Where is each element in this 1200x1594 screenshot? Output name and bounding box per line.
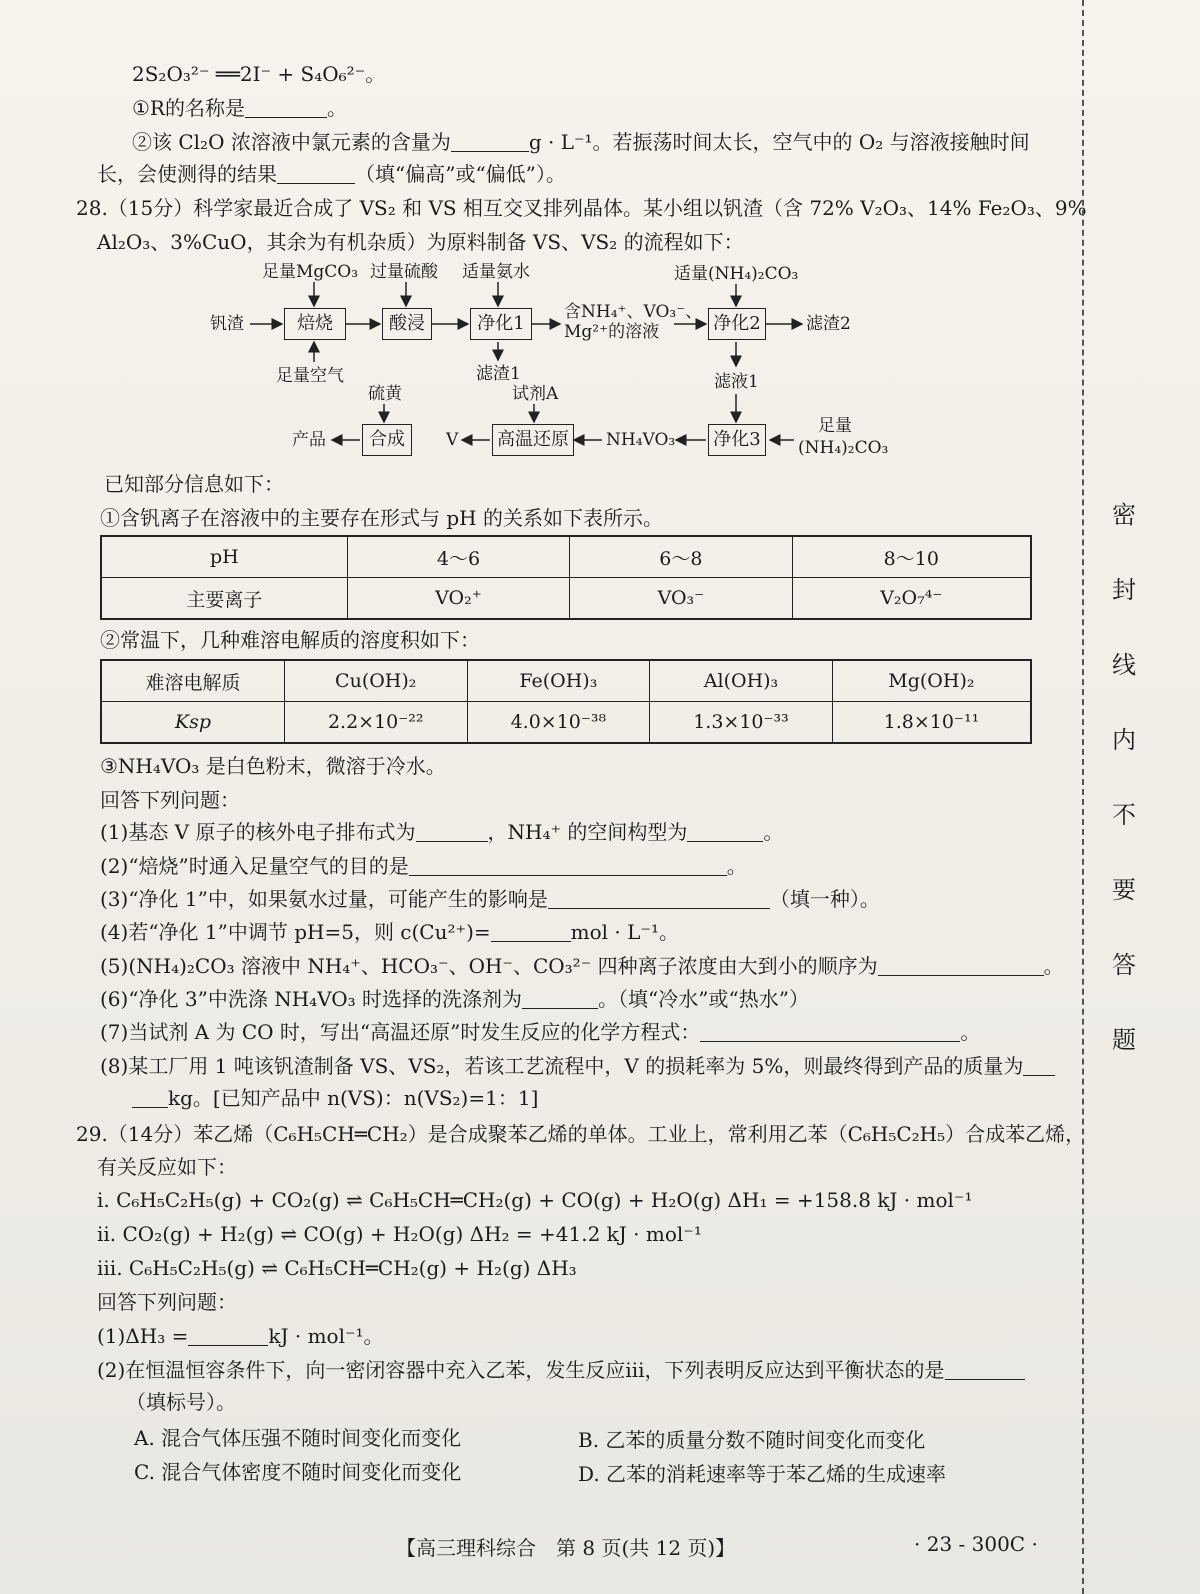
flow-residue2: 滤渣2 (806, 314, 851, 334)
known-info: 已知部分信息如下： (104, 472, 284, 496)
seal-char: 不 (1112, 801, 1136, 829)
flow-box-acid-leach: 酸浸 (382, 308, 432, 340)
page-footer: 【高三理科综合 第 8 页(共 12 页)】 (396, 1536, 736, 1560)
answer-prompt-28: 回答下列问题： (100, 788, 240, 812)
table-cell: 4.0×10⁻³⁸ (467, 702, 650, 744)
table-cell: VO₂⁺ (347, 578, 569, 620)
ph-ion-table (100, 535, 1032, 620)
table-cell: 4～6 (347, 536, 569, 578)
table-cell: Ksp (101, 702, 284, 744)
flow-v: V (446, 430, 459, 450)
q29-part1: (1)ΔH₃ = kJ · mol⁻¹。 (97, 1324, 384, 1348)
flow-input-carbonate2: (NH₄)₂CO₃ (798, 438, 889, 458)
seal-char: 要 (1112, 876, 1136, 904)
equation-line: 2S₂O₃²⁻ ══2I⁻ + S₄O₆²⁻。 (132, 62, 386, 86)
seal-warning (1104, 495, 1144, 1095)
flow-box-purify2: 净化2 (708, 308, 766, 340)
info-1: ①含钒离子在溶液中的主要存在形式与 pH 的关系如下表所示。 (100, 506, 663, 530)
flow-input-air: 足量空气 (276, 366, 344, 386)
table-cell: Mg(OH)₂ (832, 660, 1031, 702)
reaction-2: ⅱ. CO₂(g) + H₂(g) ⇌ CO(g) + H₂O(g) ΔH₂ = +41.2 kJ · mol⁻¹ (97, 1222, 702, 1246)
flow-filtrate1: 滤液1 (714, 372, 759, 392)
table-cell: Al(OH)₃ (650, 660, 833, 702)
q29-part2: (2)在恒温恒容条件下，向一密闭容器中充入乙苯，发生反应ⅲ，下列表明反应达到平衡状态的是 (97, 1356, 1025, 1384)
q29-part2-cont: （填标号）。 (126, 1390, 236, 1414)
q28-intro-1: 28.（15分）科学家最近合成了 VS₂ 和 VS 相互交叉排列晶体。某小组以钒渣（含 72% V₂O₃、14% Fe₂O₃、9% (76, 196, 1087, 220)
flow-input-sulfuric: 过量硫酸 (370, 262, 438, 282)
flow-solution-1: 含NH₄⁺、VO₃⁻、 (564, 302, 703, 322)
info-2: ②常温下，几种难溶电解质的溶度积如下： (100, 628, 480, 652)
q28-part3: (3)“净化 1”中，如果氨水过量，可能产生的影响是 （填一种）。 (100, 887, 880, 911)
table-cell: VO₃⁻ (570, 578, 792, 620)
table-cell: 8～10 (792, 536, 1031, 578)
table-cell: 2.2×10⁻²² (284, 702, 467, 744)
flow-residue1: 滤渣1 (476, 364, 521, 384)
flow-start: 钒渣 (210, 314, 244, 334)
table-cell: 6～8 (570, 536, 792, 578)
table-cell: 主要离子 (101, 578, 347, 620)
flow-box-reduction: 高温还原 (492, 424, 574, 456)
flow-nh4vo3: NH₄VO₃ (606, 430, 676, 450)
answer-prompt-29: 回答下列问题： (97, 1290, 237, 1314)
question-r-name: ①R的名称是 。 (132, 96, 347, 120)
table-cell: Fe(OH)₃ (467, 660, 650, 702)
table-cell: 难溶电解质 (101, 660, 284, 702)
flow-box-purify3: 净化3 (708, 424, 766, 456)
q28-part4: (4)若“净化 1”中调节 pH=5，则 c(Cu²⁺)= mol · L⁻¹。 (100, 920, 679, 944)
reaction-3: ⅲ. C₆H₅C₂H₅(g) ⇌ C₆H₅CH═CH₂(g) + H₂(g) ΔH₃ (97, 1256, 577, 1280)
seal-line (1082, 0, 1084, 1594)
seal-char: 封 (1112, 576, 1136, 604)
table-cell: 1.3×10⁻³³ (650, 702, 833, 744)
table-cell: V₂O₇⁴⁻ (792, 578, 1031, 620)
option-b: B. 乙苯的质量分数不随时间变化而变化 (578, 1428, 926, 1452)
flow-reagent-a: 试剂A (512, 384, 559, 404)
flow-input-mgco3: 足量MgCO₃ (262, 262, 359, 282)
q28-part5: (5)(NH₄)₂CO₃ 溶液中 NH₄⁺、HCO₃⁻、OH⁻、CO₃²⁻ 四种离子浓度由大到小的顺序为 。 (100, 954, 1064, 978)
process-flow-chart (210, 262, 930, 467)
ksp-table (100, 659, 1032, 744)
q29-intro-1: 29.（14分）苯乙烯（C₆H₅CH═CH₂）是合成聚苯乙烯的单体。工业上，常利用乙苯（C₆H₅C₂H₅）合成苯乙烯， (76, 1122, 1086, 1146)
seal-char: 内 (1112, 726, 1136, 754)
seal-char: 答 (1112, 951, 1136, 979)
table-cell: Cu(OH)₂ (284, 660, 467, 702)
flow-box-purify1: 净化1 (470, 308, 532, 340)
q28-intro-2: Al₂O₃、3%CuO，其余为有机杂质）为原料制备 VS、VS₂ 的流程如下： (97, 230, 744, 254)
q28-part8: (8)某工厂用 1 吨该钒渣制备 VS、VS₂，若该工艺流程中，V 的损耗率为 5%，则最终得到产品的质量为 (100, 1052, 1055, 1080)
seal-char: 题 (1112, 1026, 1136, 1054)
flow-product: 产品 (292, 430, 326, 450)
q28-part1: (1)基态 V 原子的核外电子排布式为 ，NH₄⁺ 的空间构型为 。 (100, 820, 784, 844)
flow-input-carbonate: 适量(NH₄)₂CO₃ (674, 264, 799, 284)
q28-part7: (7)当试剂 A 为 CO 时，写出“高温还原”时发生反应的化学方程式： 。 (100, 1020, 981, 1044)
flow-solution-2: Mg²⁺的溶液 (564, 322, 660, 342)
flow-box-synthesis: 合成 (362, 424, 412, 456)
question-chlorine-content: ②该 Cl₂O 浓溶液中氯元素的含量为 g · L⁻¹。若振荡时间太长，空气中的 O₂ 与溶液接触时间 (132, 130, 1030, 154)
reaction-1: ⅰ. C₆H₅C₂H₅(g) + CO₂(g) ⇌ C₆H₅CH═CH₂(g) + CO(g) + H₂O(g) ΔH₁ = +158.8 kJ · mol⁻¹ (97, 1188, 973, 1212)
question-result: 长，会使测得的结果 （填“偏高”或“偏低”）。 (97, 162, 566, 186)
flow-box-roast: 焙烧 (284, 308, 346, 340)
flow-input-ammonia: 适量氨水 (462, 262, 530, 282)
q28-part2: (2)“焙烧”时通入足量空气的目的是 。 (100, 854, 747, 878)
flow-sulfur: 硫黄 (368, 384, 402, 404)
q28-part6: (6)“净化 3”中洗涤 NH₄VO₃ 时选择的洗涤剂为 。（填“冷水”或“热水”） (100, 987, 809, 1011)
table-cell: 1.8×10⁻¹¹ (832, 702, 1031, 744)
option-c: C. 混合气体密度不随时间变化而变化 (134, 1460, 462, 1484)
q28-part8-cont: kg。[已知产品中 n(VS)：n(VS₂)=1：1] (132, 1084, 538, 1112)
flow-input-excess: 足量 (818, 416, 852, 436)
option-d: D. 乙苯的消耗速率等于苯乙烯的生成速率 (578, 1462, 947, 1486)
page-code: · 23 - 300C · (914, 1532, 1038, 1556)
seal-char: 密 (1112, 501, 1136, 529)
option-a: A. 混合气体压强不随时间变化而变化 (134, 1426, 462, 1450)
info-3: ③NH₄VO₃ 是白色粉末，微溶于冷水。 (100, 754, 446, 778)
seal-char: 线 (1112, 651, 1136, 679)
table-cell: pH (101, 536, 347, 578)
q29-intro-2: 有关反应如下： (97, 1155, 237, 1179)
